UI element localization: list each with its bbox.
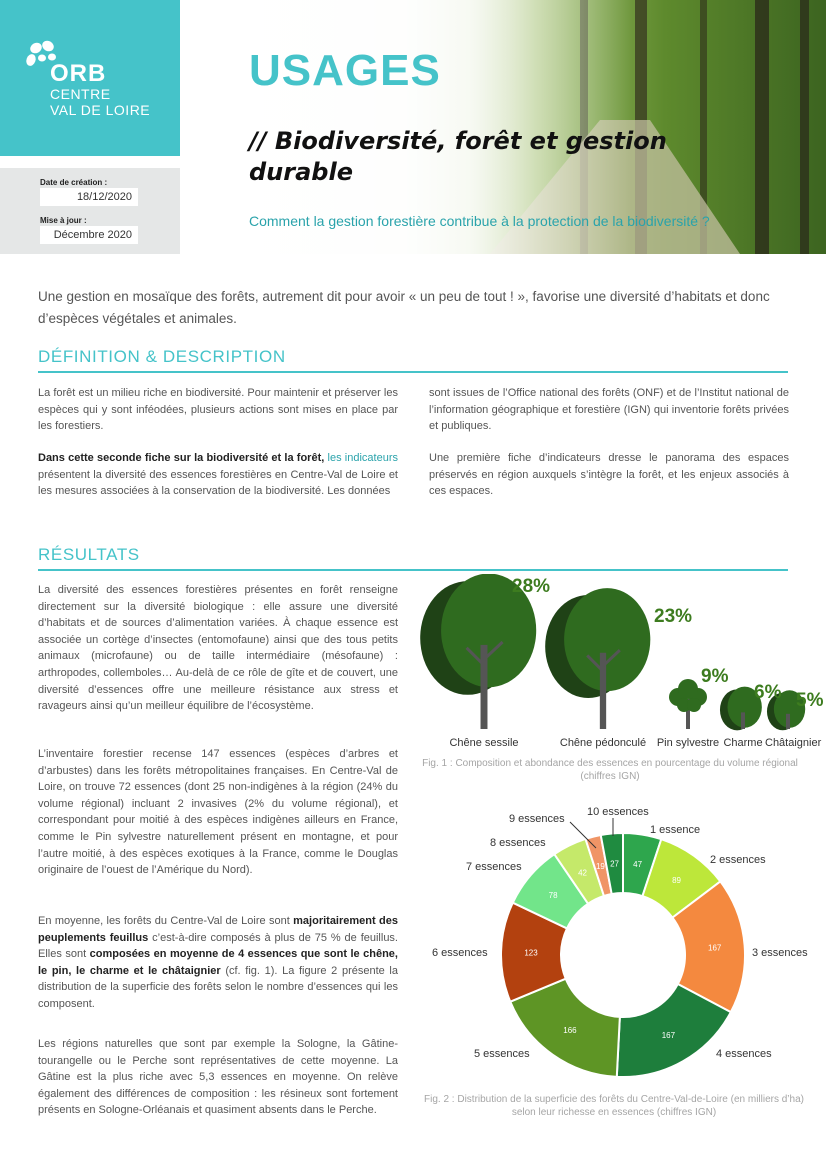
donut-value-7: 78 [548,891,558,901]
logo-line-1: CENTRE [50,86,111,102]
logo-block [0,0,180,156]
results-paragraph-3 [38,913,398,1013]
results-rule [38,569,788,571]
definition-paragraph-1: La forêt est un milieu riche en biodiversité. Pour maintenir et préserver les espèces qui y sont inféodées, plusieurs actions sont mises en place par les forestiers. [38,387,398,433]
results-paragraph-4: Les régions naturelles que sont par exemple la Sologne, la Gâtine-tourangelle ou le Perche sont représentatives de cette moyenne. La Gâtine est la plus riche avec 5,3 essences en moyenne. On relève également des différences de composition : les résineux sont fortement présents en Sologne-Orléanais et quasiment absents dans le Perche. [38,1038,398,1117]
figure-2-caption: Fig. 2 : Distribution de la superficie des forêts du Centre-Val-de-Loire (en milliers d’ha) selon leur richesse en essences (chiffres IGN) [424,1094,804,1118]
update-date-label: Mise à jour : [40,216,87,225]
creation-date-label: Date de création : [40,178,108,187]
figure-1-tree-chart [416,574,826,780]
donut-label-1: 1 essence [650,824,701,836]
creation-date-value: 18/12/2020 [40,188,138,206]
definition-bold-text: Dans cette seconde fiche sur la biodiversité et la forêt, [38,452,325,464]
donut-label-8: 8 essences [490,837,546,849]
results-p3-e: (cf. fig. 1). La figure 2 présente la distribution de la superficie des forêts selon le nombre d’essences qui les composent. [38,964,398,1010]
logo-line-2: VAL DE LOIRE [50,102,151,118]
category-label-chene-pedoncule: Chêne pédonculé [559,737,647,749]
figure-1-caption: Fig. 1 : Composition et abondance des essences en pourcentage du volume régional (chiffres IGN) [422,758,798,782]
definition-title: DÉFINITION & DESCRIPTION [38,347,286,366]
donut-value-5: 166 [563,1026,577,1036]
pct-label-chataignier: 5% [796,690,824,711]
results-p3-b: majoritairement des peuplements feuillus [38,915,398,944]
update-date-value: Décembre 2020 [40,226,138,244]
donut-label-10: 10 essences [587,806,649,818]
definition-paragraph-4: Une première fiche d’indicateurs dresse le panorama des espaces préservés en région auxquels s’intègre la forêt, et les enjeux associés à ces espaces. [429,452,789,498]
results-paragraph-1: La diversité des essences forestières présentes en forêt renseigne directement sur la diversité biologique : elle assure une diversité d’habitats et de sources d’alimentation variées. À chaque essence est associée un cortège d’insectes (entomofaune) ainsi que des tous petits animaux (microfaune) ou de taille intermédiaire (mésofaune) : arthropodes, collemboles… Au-delà de ce rôle de gîte et de couvert, une diversité d’essences offre une meilleure résistance aux stress et ravageurs ainsi qu’un meilleur équilibre de l’écosystème. [38,584,398,713]
intro-paragraph: Une gestion en mosaïque des forêts, autrement dit pour avoir « un peu de tout ! », favorise une diversité d’habitats et donc d’espèces végétales et animales. [38,289,770,326]
page-subtitle: Comment la gestion forestière contribue à la protection de la biodiversité ? [249,213,710,229]
donut-label-4: 4 essences [716,1048,772,1060]
results-p3-c: c’est-à-dire composés à plus de 75 % de feuillus. Elles sont [38,931,398,961]
donut-value-8: 42 [578,868,588,878]
donut-label-7: 7 essences [466,861,522,873]
dates-block [0,168,180,254]
donut-label-3: 3 essences [752,947,808,959]
pct-label-chene-pedoncule: 23% [654,606,693,627]
pct-label-pin-sylvestre: 9% [701,666,729,687]
donut-value-4: 167 [661,1031,676,1041]
donut-value-10: 27 [610,859,620,869]
donut-value-1: 47 [633,860,643,870]
donut-label-9: 9 essences [509,813,565,825]
indicators-link[interactable]: les indicateurs [327,452,398,464]
definition-paragraph-3: sont issues de l’Office national des forêts (ONF) et de l’Institut national de l’information géographique et forestière (IGN) qui inventorie forêts privées et publiques. [429,387,789,433]
donut-label-2: 2 essences [710,854,766,866]
definition-paragraph-2 [38,450,398,500]
results-p3-d: composées en moyenne de 4 essences que sont le chêne, le pin, le charme et le châtaignier [38,948,398,977]
page-title: // Biodiversité, forêt et gestion durable [249,127,667,186]
results-p3-a: En moyenne, les forêts du Centre-Val de Loire sont [38,915,290,927]
donut-value-2: 89 [672,876,682,886]
donut-value-9: 19 [595,861,605,871]
definition-paragraph-2-rest: présentent la diversité des essences forestières en Centre-Val de Loire et les mesures associées à la conservation de la biodiversité. Les données [38,468,398,498]
logo-name: ORB [50,60,107,87]
results-paragraph-2: L’inventaire forestier recense 147 essences (espèces d’arbres et d’arbustes) dans les forêts métropolitaines françaises. En Centre-Val de Loire, on trouve 72 essences (dont 25 non-indigènes à la région (24% du volume régional) incluant 2 invasives (2% du volume régional), et correspondant pour moitié à des espèces indigènes ailleurs en France, comme le Pin sylvestre naturellement présent en montagne, et pour l’autre moitié, à des espèces exotiques à la France, comme le Douglas originaire de l’ouest de l’Amérique du Nord). [38,748,398,877]
donut-label-6: 6 essences [432,947,488,959]
category-label-chene-sessile: Chêne sessile [449,737,519,749]
donut-value-6: 123 [524,948,538,958]
tree-mark-chene-pedoncule [545,588,650,729]
definition-rule [38,371,788,373]
figure-2-donut-chart [420,800,826,1100]
category-label-chataignier: Châtaignier [765,737,822,749]
donut-value-3: 167 [708,943,722,953]
results-title: RÉSULTATS [38,545,140,564]
section-heading-usages: USAGES [249,46,441,95]
category-label-pin-sylvestre: Pin sylvestre [656,737,720,749]
donut-label-5: 5 essences [474,1048,530,1060]
pct-label-chene-sessile: 28% [512,576,551,597]
pct-label-charme: 6% [754,682,782,703]
category-label-charme: Charme [723,737,763,749]
